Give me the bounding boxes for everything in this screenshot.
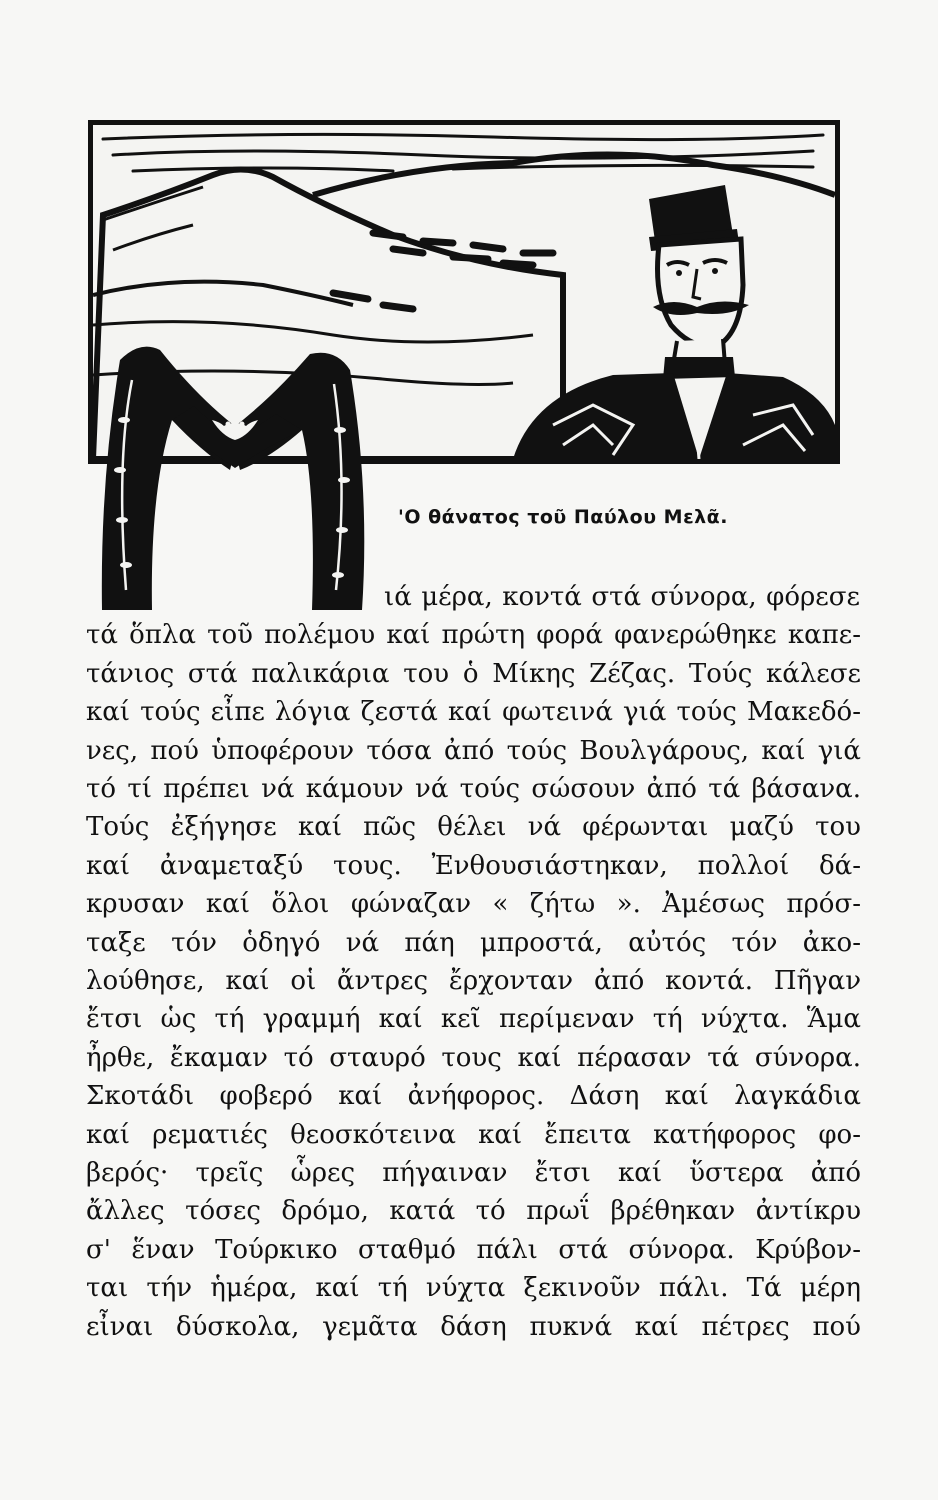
text-line: ταξε τόν ὁδηγό νά πάη μπροστά, αὐτός τόν ἀκο- bbox=[86, 927, 861, 958]
text-line: Σκοτάδι φοβερό καί ἀνήφορος. Δάση καί λαγκάδια bbox=[86, 1081, 861, 1112]
text-line: ἔτσι ὡς τή γραμμή καί κεῖ περίμεναν τή νύχτα. Ἅμα bbox=[86, 1004, 861, 1035]
text-line: σ' ἕναν Τούρκικο σταθμό πάλι στά σύνορα. Κρύβον- bbox=[86, 1234, 861, 1265]
text-line: ἄλλες τόσες δρόμο, κατά τό πρωΐ βρέθηκαν ἀντίκρυ bbox=[86, 1196, 861, 1227]
text-line: τά ὅπλα τοῦ πολέμου καί πρώτη φορά φανερώθηκε καπε- bbox=[86, 620, 861, 651]
text-line: τάνιος στά παλικάρια του ὁ Μίκης Ζέζας. Τούς κάλεσε bbox=[86, 658, 861, 689]
text-line: ιά μέρα, κοντά στά σύνορα, φόρεσε bbox=[384, 582, 860, 612]
initial-letter-m bbox=[90, 340, 380, 615]
text-line: λούθησε, καί οἱ ἄντρες ἔρχονταν ἀπό κοντά. Πῆγαν bbox=[86, 966, 861, 996]
text-line: καί τούς εἶπε λόγια ζεστά καί φωτεινά γιά τούς Μακεδό- bbox=[86, 697, 861, 728]
text-line: κρυσαν καί ὅλοι φώναζαν « ζήτω ». Ἀμέσως πρόσ- bbox=[86, 889, 861, 920]
text-line: καί ρεματιές θεοσκότεινα καί ἔπειτα κατήφορος φο- bbox=[86, 1119, 861, 1150]
text-line: εἶναι δύσκολα, γεμᾶτα δάση πυκνά καί πέτρες πού bbox=[86, 1311, 861, 1342]
text-line: ἦρθε, ἔκαμαν τό σταυρό τους καί πέρασαν τά σύνορα. bbox=[86, 1042, 861, 1073]
chapter-heading: 'Ο θάνατος τοῦ Παύλου Μελᾶ. bbox=[398, 506, 728, 528]
ornamental-m-icon bbox=[90, 340, 380, 615]
text-line: Τούς ἐξήγησε καί πῶς θέλει νά φέρωνται μαζύ του bbox=[86, 812, 861, 843]
text-line: τό τί πρέπει νά κάμουν νά τούς σώσουν ἀπό τά βάσανα. bbox=[86, 774, 861, 804]
text-line: καί ἀναμεταξύ τους. Ἐνθουσιάστηκαν, πολλοί δά- bbox=[86, 850, 861, 881]
text-line: ται τήν ἡμέρα, καί τή νύχτα ξεκινοῦν πάλι. Τά μέρη bbox=[86, 1273, 861, 1304]
text-line: νες, πού ὑποφέρουν τόσα ἀπό τούς Βουλγάρους, καί γιά bbox=[86, 735, 861, 766]
text-line: βερός· τρεῖς ὧρες πήγαιναν ἔτσι καί ὕστερα ἀπό bbox=[86, 1158, 861, 1188]
